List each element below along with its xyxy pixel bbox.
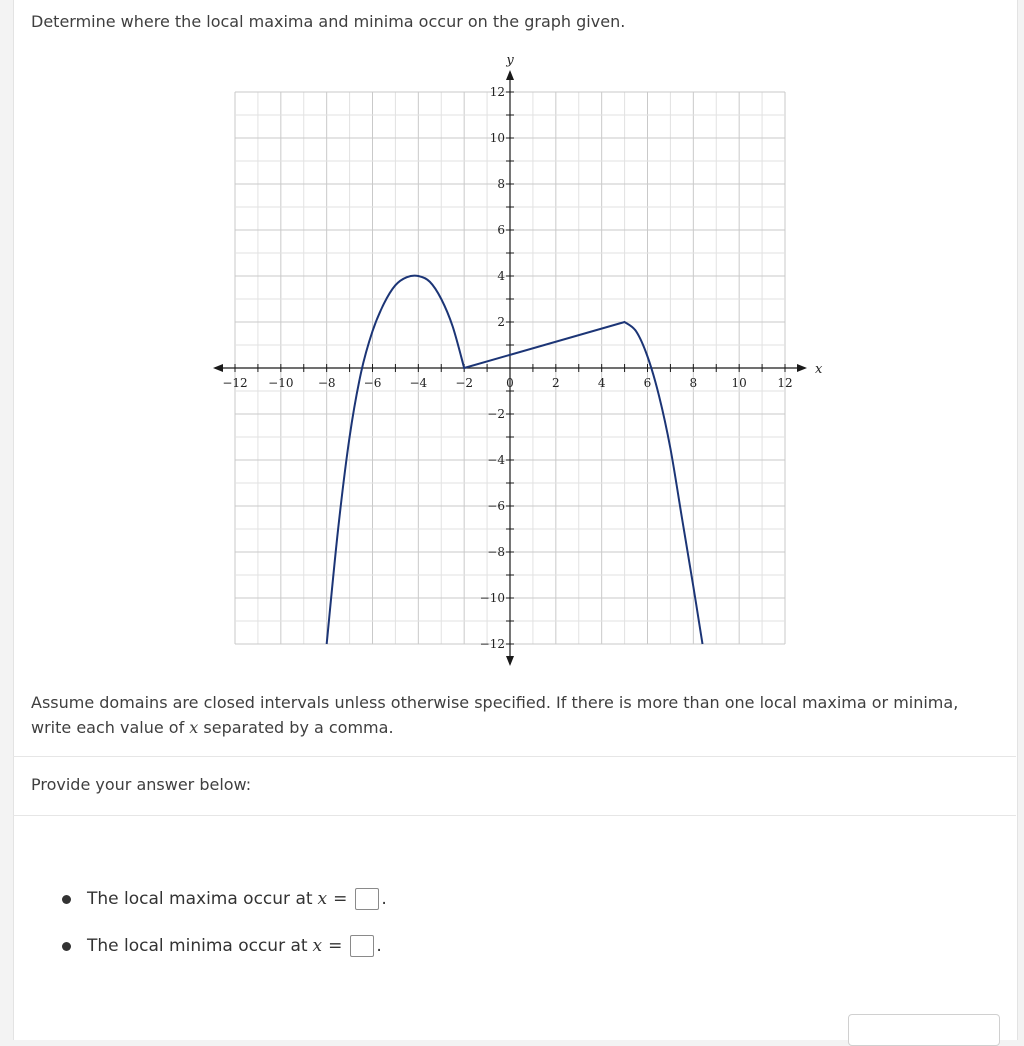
minima-label: The local minima occur at	[87, 936, 308, 956]
y-tick-label: −6	[487, 499, 505, 513]
minima-answer-input[interactable]	[350, 935, 374, 957]
y-tick-label: 12	[489, 85, 505, 99]
y-tick-label: 4	[497, 269, 505, 283]
x-tick-label: −12	[222, 376, 248, 390]
y-tick-label: 6	[497, 223, 505, 237]
x-tick-label: 2	[552, 376, 560, 390]
minima-answer-row: The local minima occur at x = .	[62, 935, 382, 957]
instructions: Assume domains are closed intervals unless otherwise specified. If there is more than one local maxima or minima, write each value of x separated by a comma.	[31, 693, 959, 737]
y-axis-label: y	[506, 53, 514, 68]
equals-sign: =	[333, 889, 348, 909]
x-axis-arrow-left	[213, 364, 223, 372]
x-tick-label: 10	[731, 376, 747, 390]
equals-sign: =	[328, 936, 343, 956]
x-tick-label: 4	[597, 376, 606, 390]
divider	[13, 756, 1016, 757]
y-tick-label: −12	[479, 637, 505, 651]
maxima-answer-row: The local maxima occur at x = .	[62, 888, 387, 910]
x-tick-label: 12	[777, 376, 793, 390]
submit-button[interactable]	[848, 1014, 1000, 1046]
y-axis-arrow-down	[506, 656, 514, 666]
x-tick-label: −4	[409, 376, 428, 390]
axes	[213, 70, 807, 666]
x-tick-label: 6	[643, 376, 652, 390]
divider	[13, 815, 1016, 816]
variable-x: x	[189, 718, 199, 737]
variable-x: x	[317, 889, 328, 909]
x-tick-label: −8	[317, 376, 336, 390]
maxima-answer-input[interactable]	[355, 888, 379, 910]
y-tick-label: 10	[489, 131, 505, 145]
maxima-label: The local maxima occur at	[87, 889, 313, 909]
y-axis-arrow-up	[506, 70, 514, 80]
y-tick-label: 2	[497, 315, 505, 329]
x-axis-label: x	[815, 362, 823, 377]
bullet-icon	[62, 942, 71, 951]
provide-answer-label: Provide your answer below:	[31, 775, 252, 794]
bullet-icon	[62, 895, 71, 904]
y-tick-label: −2	[487, 407, 505, 421]
x-tick-label: −2	[455, 376, 474, 390]
y-tick-label: −4	[487, 453, 505, 467]
y-tick-label: 8	[497, 177, 505, 191]
x-axis-arrow-right	[797, 364, 807, 372]
x-tick-label: −10	[268, 376, 294, 390]
variable-x: x	[312, 936, 323, 956]
x-tick-label: −6	[363, 376, 382, 390]
y-tick-label: −8	[487, 545, 505, 559]
x-tick-label: 0	[506, 376, 514, 390]
y-tick-label: −10	[479, 591, 505, 605]
question-prompt: Determine where the local maxima and minima occur on the graph given.	[31, 12, 626, 31]
x-tick-label: 8	[689, 376, 698, 390]
